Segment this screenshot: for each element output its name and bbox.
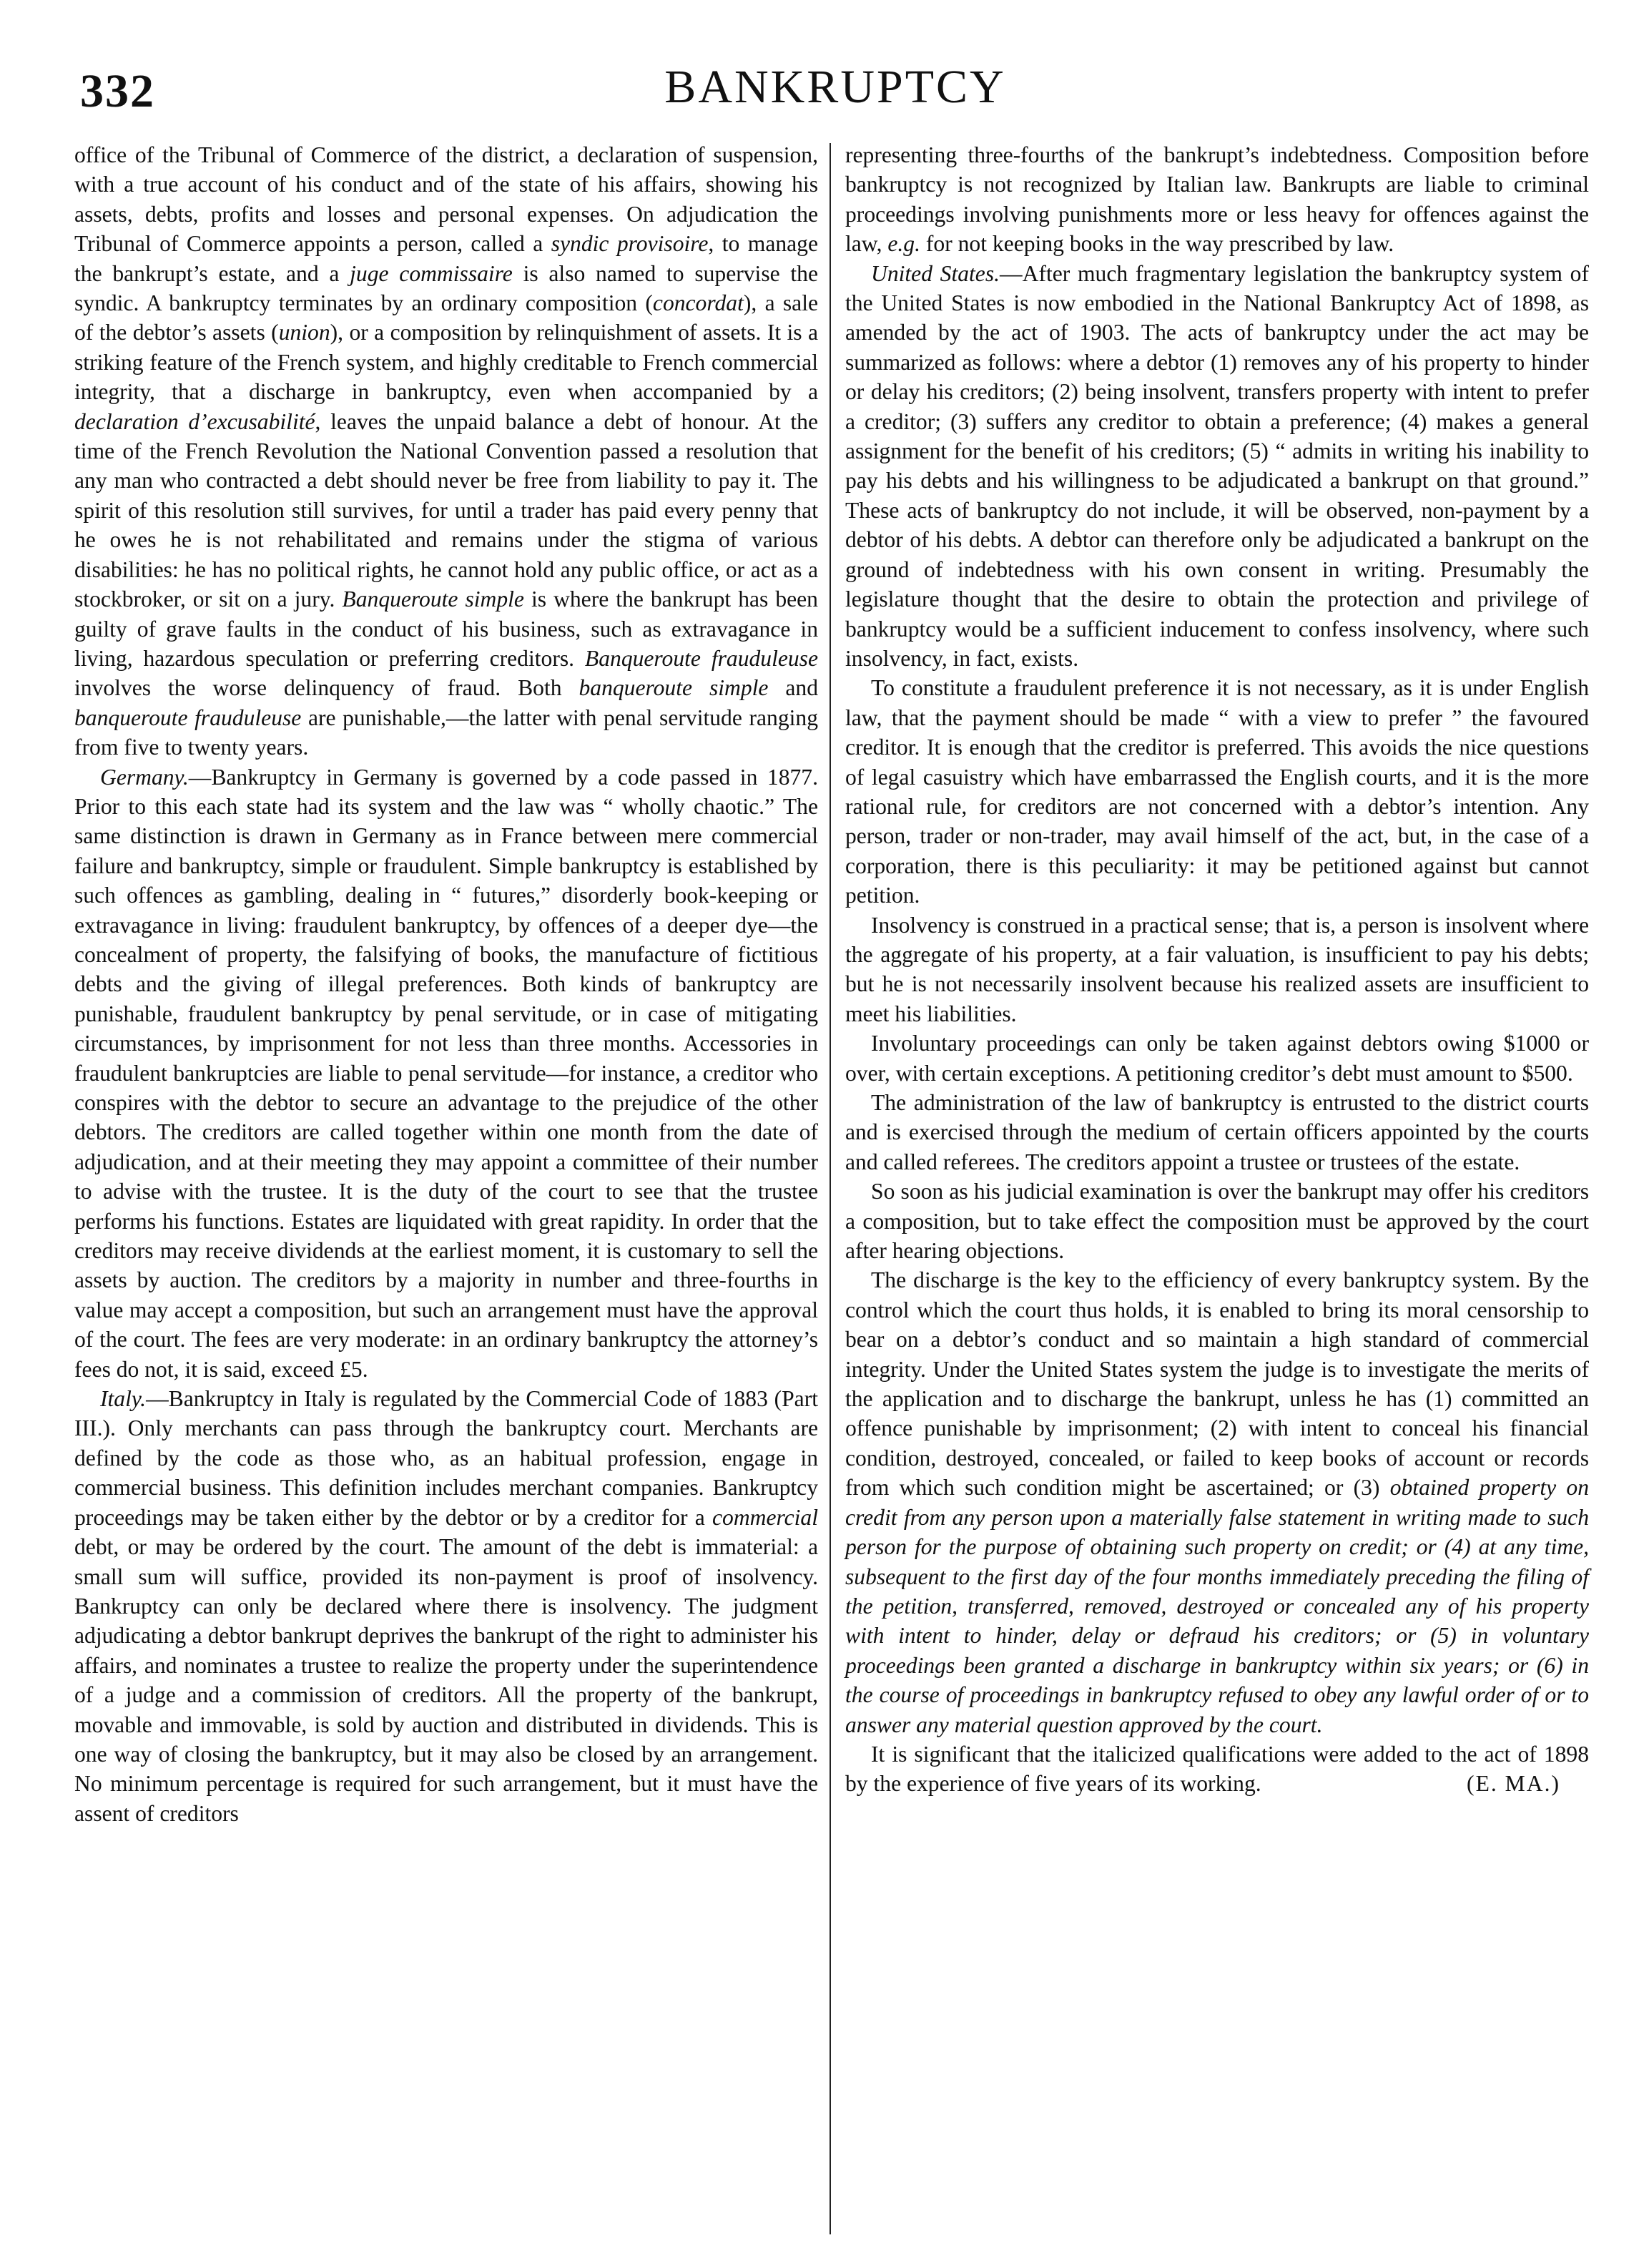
italic-term: Banqueroute frauduleuse (584, 645, 819, 671)
section-heading-germany: Germany. (100, 764, 189, 790)
running-title: BANKRUPTCY (664, 61, 1006, 113)
italic-term: concordat (652, 290, 744, 316)
text-run: involves the worse delinquency of fraud. Both (74, 675, 579, 701)
text-run: ), or a composition by relinquishment of assets. It is a striking feature of the French system, and highly creditable to French commercial integrity, that a discharge in bankruptcy, even when accompanied by a (74, 320, 818, 405)
text-run: representing three-fourths of the bankrupt’s indebtedness. Composition before bankruptcy is not recognized by Italian law. Bankrupts are liable to criminal proceedings involving punishments more or less heavy for offences against the law, (845, 142, 1589, 257)
paragraph-insolvency: Insolvency is construed in a practical sense; that is, a person is insolvent where the aggregate of his property, at a fair valuation, is insufficient to pay his debts; but he is not necessarily insolvent because his realized assets are insufficient to meet his liabilities. (845, 912, 1589, 1026)
text-run: office of the Tribunal of Commerce of the district, a declaration of suspension, with a true account of his conduct and of the state of his affairs, showing his assets, debts, profits and losses and personal expenses. On adjudication the Tribunal of Commerce appoints a person, called a (74, 142, 818, 257)
italic-term: Banqueroute simple (342, 586, 524, 612)
page-number: 332 (80, 65, 155, 117)
right-column (845, 140, 1589, 1799)
text-run: for not keeping books in the way prescribed by law. (920, 231, 1394, 257)
text-run: , leaves the unpaid balance a debt of honour. At the time of the French Revolution the National Convention passed a resolution that any man who contracted a debt should never be free from liability to pay it. The spirit of this resolution still survives, for until a trader has paid every penny that he owes he is not rehabilitated and remains under the stigma of various disabilities: he has no political rights, he cannot hold any public office, or act as a stockbroker, or sit on a jury. (74, 408, 819, 612)
text-run: , to manage the bankrupt’s estate, and a (74, 231, 818, 286)
paragraph-germany (74, 762, 818, 1385)
paragraph-fraudulent-preference: To constitute a fraudulent preference it is not necessary, as it is under English law, that the payment should be made “ with a view to prefer ” the favoured creditor. It is enough that the creditor is preferred. This avoids the nice questions of legal casuistry which have embarrassed the English courts, and it is the more rational rule, for creditors are not concerned with a debtor’s intention. Any person, trader or non-trader, may avail himself of the act, but, in the case of a corporation, there is this peculiarity: it may be petitioned against but cannot petition. (845, 675, 1589, 908)
paragraph-united-states (845, 259, 1589, 674)
paragraph-france-continued (74, 140, 818, 762)
text-run: The discharge is the key to the efficiency of every bankruptcy system. By the control which the court thus holds, it is enabled to bring its moral censorship to bear on a debtor’s conduct and so maintain a high standard of commercial integrity. Under the United States system the judge is to investigate the merits of the application and to discharge the bankrupt, unless he has (1) committed an offence punishable by imprisonment; (2) with intent to conceal his financial condition, destroyed, concealed, or failed to keep books of account or records from which such condition might be ascertained; or (3) (845, 1267, 1589, 1501)
text-run: It is significant that the italicized qualifications were added to the act of 1898 by the experience of five years of its working. (845, 1741, 1589, 1797)
text-run: ), a sale of the debtor’s assets ( (74, 290, 818, 345)
italic-term: declaration d’excusabilité (74, 408, 315, 434)
paragraph-discharge (845, 1265, 1589, 1739)
italic-term: banqueroute frauduleuse (74, 705, 302, 730)
text-run: are punishable,—the latter with penal servitude ranging from five to twenty years. (74, 705, 818, 760)
italic-term: syndic provisoire (551, 231, 709, 257)
italic-term: juge commissaire (350, 260, 513, 286)
section-heading-united-states: United States. (871, 260, 1000, 286)
paragraph-conclusion (845, 1739, 1589, 1799)
text-run: and (768, 675, 819, 701)
text-run: debt, or may be ordered by the court. The amount of the debt is immaterial: a small sum will suffice, provided its non-payment is proof of insolvency. Bankruptcy can only be declared where there is insolvency. The judgment adjudicating a debtor bankrupt deprives the bankrupt of the right to administer his affairs, and nominates a trustee to realize the property under the superintendence of a judge and a commission of creditors. All the property of the bankrupt, movable and immovable, is sold by auction and distributed in dividends. This is one way of closing the bankruptcy, but it may also be closed by an arrangement. No minimum percentage is required for such arrangement, but it must have the assent of creditors (74, 1534, 818, 1826)
italic-term: e.g. (887, 231, 920, 257)
italic-term: union (278, 320, 330, 345)
text-run: —Bankruptcy in Germany is governed by a code passed in 1877. Prior to this each state had its system and the law was “ wholly chaotic.” The same distinction is drawn in Germany as in France between mere commercial failure and bankruptcy, simple or fraudulent. Simple bankruptcy is established by such offences as gambling, dealing in “ futures,” disorderly book-keeping or extravagance in living: fraudulent bankruptcy, by offences of a deeper dye—the concealment of property, the falsifying of books, the manufacture of fictitious debts and the giving of illegal preferences. Both kinds of bankruptcy are punishable, fraudulent bankruptcy by penal servitude, or in case of mitigating circumstances, by imprisonment for not less than three months. Accessories in fraudulent bankruptcies are liable to penal servitude—for instance, a creditor who conspires with the debtor to secure an advantage to the prejudice of the other debtors. The creditors are called together within one month from the date of adjudication, and at their meeting they may appoint a committee of their number to advise with the trustee. It is the duty of the court to see that the trustee performs his functions. Estates are liquidated with great rapidity. In order that the creditors may receive dividends at the earliest moment, it is customary to sell the assets by auction. The creditors by a majority in number and three-fourths in value may accept a composition, but such an arrangement must have the approval of the court. The fees are very moderate: in an ordinary bankruptcy the attorney’s fees do not, it is said, exceed £5. (74, 764, 818, 1382)
paragraph-administration: The administration of the law of bankruptcy is entrusted to the district courts and is exercised through the medium of certain officers appointed by the courts and called referees. The creditors appoint a trustee or trustees of the estate. (845, 1090, 1589, 1174)
text-run: —After much fragmentary legislation the bankruptcy system of the United States is now embodied in the National Bankruptcy Act of 1898, as amended by the act of 1903. The acts of bankruptcy under the act may be summarized as follows: where a debtor (1) removes any of his property to hinder or delay his creditors; (2) being insolvent, transfers property with intent to prefer a creditor; (3) suffers any creditor to obtain a preference; (4) makes a general assignment for the benefit of his creditors; (5) “ admits in writing his inability to pay his debts and his willingness to be adjudicated a bankrupt on that ground.” These acts of bankruptcy do not include, it will be observed, non-payment by a debtor of his debts. A debtor can therefore only be adjudicated a bankrupt on the ground of indebtedness with his own consent in writing. Presumably the legislature thought that the desire to obtain the protection and privilege of bankruptcy would be a sufficient inducement to confess insolvency, where such insolvency, in fact, exists. (845, 260, 1589, 671)
section-heading-italy: Italy. (100, 1386, 147, 1412)
paragraph-involuntary-proceedings: Involuntary proceedings can only be taken against debtors owing $1000 or over, with certain exceptions. A petitioning creditor’s debt must amount to $500. (845, 1031, 1589, 1086)
text-run: —Bankruptcy in Italy is regulated by the Commercial Code of 1883 (Part III.). Only merchants can pass through the bankruptcy court. Merchants are defined by the code as those who, as an habitual profession, engage in commercial business. This definition includes merchant companies. Bankruptcy proceedings may be taken either by the debtor or by a creditor for a (74, 1386, 818, 1530)
page-header (77, 60, 1593, 139)
left-column (74, 140, 818, 1828)
italic-qualifications: obtained property on credit from any person upon a materially false statement in writing made to such person for the purpose of obtaining such property on credit; or (4) at any time, subsequent to the first day of the four months immediately preceding the filing of the petition, transferred, removed, destroyed or concealed any of his property with intent to hinder, delay or defraud his creditors; or (5) in voluntary proceedings been granted a discharge in bankruptcy within six years; or (6) in the course of proceedings in bankruptcy refused to obey any lawful order of or to answer any material question approved by the court. (845, 1475, 1589, 1737)
italic-term: banqueroute simple (579, 675, 769, 701)
paragraph-italy-continued (845, 140, 1589, 259)
paragraph-italy (74, 1384, 818, 1828)
text-run: is also named to supervise the syndic. A bankruptcy terminates by an ordinary composition ( (74, 260, 818, 316)
column-divider (830, 143, 831, 2234)
text-run: is where the bankrupt has been guilty of grave faults in the conduct of his business, such as extravagance in living, hazardous speculation or preferring creditors. (74, 586, 818, 671)
italic-term: commercial (712, 1504, 818, 1530)
paragraph-composition: So soon as his judicial examination is over the bankrupt may offer his creditors a composition, but to take effect the composition must be approved by the court after hearing objections. (845, 1179, 1589, 1264)
author-signature: (E. MA.) (1467, 1771, 1560, 1797)
